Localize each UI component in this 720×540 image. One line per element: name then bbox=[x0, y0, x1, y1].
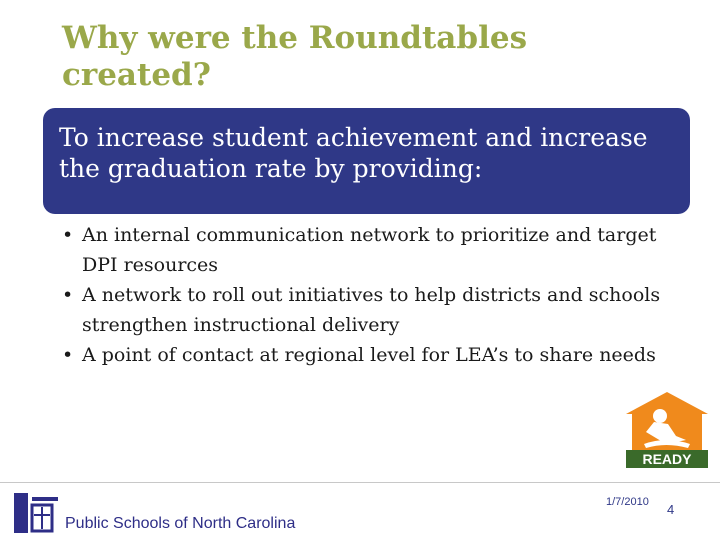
bullet-item bbox=[62, 280, 682, 340]
bullet-item bbox=[62, 220, 682, 280]
bullet-text: A network to roll out initiatives to help districts and schools strengthen instructional delivery bbox=[82, 284, 661, 336]
ready-figure-head-icon bbox=[653, 409, 667, 423]
dpi-logo-bar-icon bbox=[32, 497, 58, 501]
dpi-logo-cross-icon bbox=[34, 507, 50, 529]
footer-page-number: 4 bbox=[667, 502, 675, 517]
bullet-dot-icon: • bbox=[62, 224, 74, 246]
dpi-logo-icon bbox=[12, 491, 62, 535]
bullet-dot-icon: • bbox=[62, 344, 74, 366]
dpi-logo-column-icon bbox=[14, 493, 28, 533]
callout-box bbox=[43, 108, 690, 214]
slide-title: Why were the Roundtables created? bbox=[62, 20, 528, 93]
footer-divider bbox=[0, 482, 720, 483]
footer-date: 1/7/2010 bbox=[606, 496, 649, 508]
bullet-text: An internal communication network to prioritize and target DPI resources bbox=[82, 224, 657, 276]
bullet-text: A point of contact at regional level for LEA’s to share needs bbox=[82, 344, 656, 366]
ready-label: READY bbox=[642, 451, 692, 467]
ready-logo bbox=[616, 392, 719, 470]
footer-organization: Public Schools of North Carolina bbox=[65, 515, 296, 532]
bullet-dot-icon: • bbox=[62, 284, 74, 306]
callout-text: To increase student achievement and increase the graduation rate by providing: bbox=[59, 123, 648, 183]
bullet-item bbox=[62, 340, 682, 370]
bullet-list bbox=[62, 220, 682, 370]
